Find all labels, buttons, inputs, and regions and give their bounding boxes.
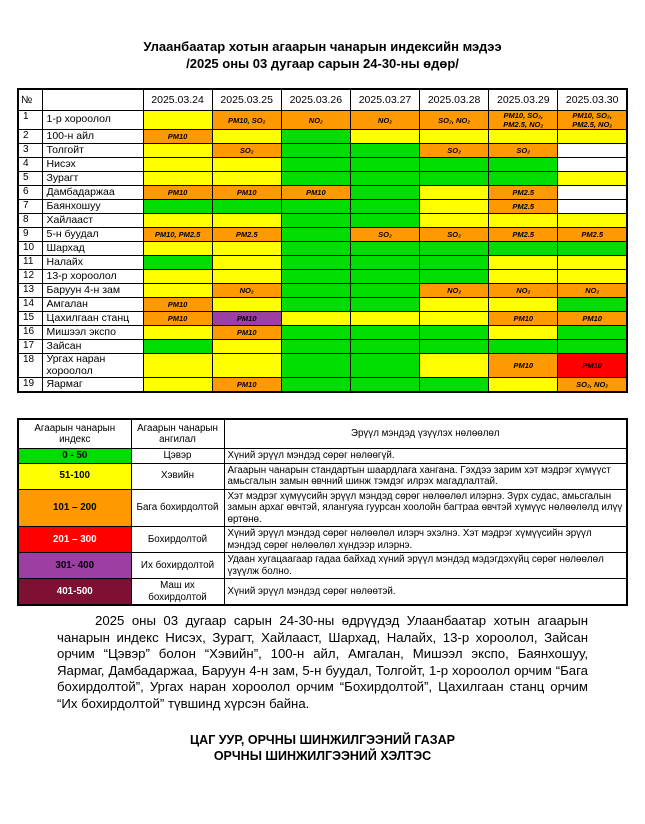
aqi-day-cell — [143, 242, 212, 256]
aqi-day-cell — [143, 378, 212, 393]
station-name: Зайсан — [42, 340, 143, 354]
legend-health-effect: Хүний эрүүл мэндэд сөрөг нөлөөтэй. — [224, 579, 627, 606]
aqi-day-cell: NO₂ — [350, 111, 419, 130]
aqi-day-cell — [350, 378, 419, 393]
station-row — [18, 228, 627, 242]
aqi-day-cell: PM10, SO₂ — [212, 111, 281, 130]
aqi-day-cell — [558, 242, 627, 256]
legend-health-effect: Хүний эрүүл мэндэд сөрөг нөлөөлөл илэрч эхэлнэ. Хэт мэдрэг хүмүүсийн эрүүл мэндэд сөрөг нөлөөлөл хүндээр илэрнэ. — [224, 527, 627, 553]
aqi-day-cell — [420, 200, 489, 214]
aqi-day-cell: SO₂ — [420, 144, 489, 158]
aqi-day-cell — [281, 130, 350, 144]
station-name: Зурагт — [42, 172, 143, 186]
aqi-day-cell: PM10 — [558, 354, 627, 378]
aqi-day-cell — [281, 144, 350, 158]
column-header-date: 2025.03.25 — [212, 89, 281, 111]
agency-footer-line2: ОРЧНЫ ШИНЖИЛГЭЭНИЙ ХЭЛТЭС — [213, 749, 432, 763]
station-name: Цахилгаан станц — [42, 312, 143, 326]
aqi-day-cell: NO₂ — [558, 284, 627, 298]
aqi-day-cell — [350, 340, 419, 354]
aqi-day-cell — [420, 270, 489, 284]
aqi-day-cell: SO₂ — [489, 144, 558, 158]
aqi-day-cell — [420, 340, 489, 354]
aqi-day-cell — [281, 378, 350, 393]
aqi-day-cell — [350, 326, 419, 340]
report-title — [0, 38, 645, 72]
legend-health-effect: Хэт мэдрэг хүмүүсийн эрүүл мэндэд сөрөг нөлөөлөл илэрнэ. Зүрх судас, амьсгалын замын архаг өвчтэй, ялангуяа гуурсан хоолойн багтраа өвчтэй хүмүүс нөлөөлөлд илүү өртөнө. — [224, 489, 627, 527]
aqi-day-cell — [558, 298, 627, 312]
station-name: 100-н айл — [42, 130, 143, 144]
aqi-day-cell — [143, 284, 212, 298]
aqi-day-cell — [143, 200, 212, 214]
station-name: Хайлааст — [42, 214, 143, 228]
aqi-day-cell — [143, 256, 212, 270]
station-number: 10 — [18, 242, 42, 256]
station-number: 6 — [18, 186, 42, 200]
aqi-day-cell: SO₂, NO₂ — [420, 111, 489, 130]
legend-column-header: Агаарын чанарын индекс — [18, 419, 131, 449]
aqi-day-cell — [350, 144, 419, 158]
legend-index-range: 401-500 — [18, 579, 131, 606]
station-number: 4 — [18, 158, 42, 172]
legend-health-effect: Агаарын чанарын стандартын шаардлага хангана. Гэхдээ зарим хэт мэдрэг хүмүүст амьсгалын замын өвчний шинж тэмдэг илрэх магадлалтай. — [224, 463, 627, 489]
aqi-day-cell — [212, 256, 281, 270]
aqi-day-cell — [350, 186, 419, 200]
aqi-day-cell — [350, 284, 419, 298]
aqi-day-cell — [212, 298, 281, 312]
station-number: 11 — [18, 256, 42, 270]
station-number: 17 — [18, 340, 42, 354]
aqi-day-cell — [212, 214, 281, 228]
station-number: 7 — [18, 200, 42, 214]
aqi-day-cell — [212, 200, 281, 214]
aqi-day-cell: PM10 — [212, 378, 281, 393]
aqi-day-cell — [489, 242, 558, 256]
aqi-day-cell: PM10 — [212, 186, 281, 200]
station-number: 1 — [18, 111, 42, 130]
column-header-station — [42, 89, 143, 111]
aqi-day-cell — [143, 158, 212, 172]
station-number: 18 — [18, 354, 42, 378]
station-row — [18, 256, 627, 270]
aqi-day-cell: PM10, PM2.5 — [143, 228, 212, 242]
aqi-day-cell — [420, 214, 489, 228]
legend-index-range: 201 – 300 — [18, 527, 131, 553]
aqi-day-cell — [143, 354, 212, 378]
aqi-table — [17, 88, 628, 393]
aqi-day-cell — [420, 354, 489, 378]
station-row — [18, 326, 627, 340]
aqi-day-cell — [489, 326, 558, 340]
legend-column-header: Эрүүл мэндэд үзүүлэх нөлөөлөл — [224, 419, 627, 449]
legend-category: Цэвэр — [131, 449, 224, 464]
aqi-day-cell — [489, 158, 558, 172]
station-row — [18, 284, 627, 298]
station-name: Баруун 4-н зам — [42, 284, 143, 298]
station-name: Толгойт — [42, 144, 143, 158]
aqi-day-cell — [350, 214, 419, 228]
aqi-day-cell — [558, 130, 627, 144]
aqi-day-cell — [558, 340, 627, 354]
aqi-day-cell — [281, 340, 350, 354]
station-name: 13-р хороолол — [42, 270, 143, 284]
aqi-day-cell — [350, 312, 419, 326]
station-row — [18, 270, 627, 284]
aqi-day-cell — [420, 130, 489, 144]
aqi-day-cell: PM10 — [281, 186, 350, 200]
station-name: Нисэх — [42, 158, 143, 172]
aqi-day-cell — [420, 186, 489, 200]
aqi-day-cell: PM10, SO₂, PM2.5, NO₂ — [558, 111, 627, 130]
aqi-legend-table — [17, 418, 628, 606]
legend-health-effect: Хүний эрүүл мэндэд сөрөг нөлөөгүй. — [224, 449, 627, 464]
legend-index-range: 301- 400 — [18, 553, 131, 579]
station-row — [18, 340, 627, 354]
aqi-day-cell — [350, 200, 419, 214]
aqi-day-cell — [489, 270, 558, 284]
aqi-day-cell — [558, 214, 627, 228]
aqi-day-cell: PM10 — [212, 326, 281, 340]
aqi-day-cell — [420, 326, 489, 340]
station-row — [18, 214, 627, 228]
column-header-date: 2025.03.30 — [558, 89, 627, 111]
aqi-day-cell — [420, 312, 489, 326]
aqi-day-cell — [212, 354, 281, 378]
station-name: Баянхошуу — [42, 200, 143, 214]
aqi-day-cell — [420, 256, 489, 270]
aqi-day-cell: SO₂ — [350, 228, 419, 242]
aqi-day-cell — [281, 270, 350, 284]
legend-category: Хэвийн — [131, 463, 224, 489]
station-row — [18, 186, 627, 200]
station-number: 16 — [18, 326, 42, 340]
legend-row — [18, 449, 627, 464]
aqi-day-cell — [143, 214, 212, 228]
aqi-day-cell — [281, 200, 350, 214]
aqi-day-cell: NO₂ — [281, 111, 350, 130]
aqi-day-cell — [143, 340, 212, 354]
station-number: 9 — [18, 228, 42, 242]
aqi-day-cell — [212, 172, 281, 186]
aqi-day-cell: SO₂ — [420, 228, 489, 242]
column-header-date: 2025.03.24 — [143, 89, 212, 111]
column-header-date: 2025.03.27 — [350, 89, 419, 111]
aqi-day-cell — [489, 130, 558, 144]
aqi-day-cell — [143, 270, 212, 284]
aqi-day-cell: SO₂ — [212, 144, 281, 158]
aqi-day-cell — [143, 172, 212, 186]
aqi-day-cell — [281, 298, 350, 312]
station-number: 19 — [18, 378, 42, 393]
legend-column-header: Агаарын чанарын ангилал — [131, 419, 224, 449]
aqi-day-cell: PM2.5 — [489, 200, 558, 214]
station-name: Яармаг — [42, 378, 143, 393]
aqi-day-cell — [212, 242, 281, 256]
aqi-day-cell — [350, 130, 419, 144]
aqi-day-cell — [420, 158, 489, 172]
station-number: 12 — [18, 270, 42, 284]
aqi-day-cell: SO₂, NO₂ — [558, 378, 627, 393]
station-name: Шархад — [42, 242, 143, 256]
station-number: 8 — [18, 214, 42, 228]
aqi-day-cell — [281, 158, 350, 172]
aqi-day-cell — [420, 298, 489, 312]
station-row — [18, 378, 627, 393]
legend-index-range: 51-100 — [18, 463, 131, 489]
station-name: Мишээл экспо — [42, 326, 143, 340]
legend-header-row — [18, 419, 627, 449]
station-row — [18, 158, 627, 172]
aqi-day-cell: NO₂ — [212, 284, 281, 298]
station-row — [18, 200, 627, 214]
station-row — [18, 172, 627, 186]
aqi-day-cell — [281, 284, 350, 298]
station-row — [18, 111, 627, 130]
legend-index-range: 0 - 50 — [18, 449, 131, 464]
legend-table-header — [18, 419, 627, 449]
aqi-table-header — [18, 89, 627, 111]
station-row — [18, 130, 627, 144]
aqi-day-cell — [350, 270, 419, 284]
aqi-day-cell — [212, 130, 281, 144]
aqi-day-cell — [558, 256, 627, 270]
legend-row — [18, 579, 627, 606]
column-header-date: 2025.03.26 — [281, 89, 350, 111]
aqi-day-cell — [281, 172, 350, 186]
station-row — [18, 312, 627, 326]
aqi-day-cell: PM2.5 — [558, 228, 627, 242]
station-name: Дамбадаржаа — [42, 186, 143, 200]
legend-category: Бохирдолтой — [131, 527, 224, 553]
aqi-day-cell — [143, 326, 212, 340]
column-header-number: № — [18, 89, 42, 111]
station-name: Налайх — [42, 256, 143, 270]
aqi-table-body — [18, 111, 627, 393]
aqi-day-cell — [489, 340, 558, 354]
legend-health-effect: Удаан хугацаагаар гадаа байхад хүний эрүүл мэндэд мэдэгдэхүйц сөрөг нөлөөлөл үзүүлж болно. — [224, 553, 627, 579]
aqi-day-cell — [350, 172, 419, 186]
aqi-day-cell: PM10 — [489, 312, 558, 326]
aqi-day-cell — [212, 340, 281, 354]
station-row — [18, 242, 627, 256]
aqi-day-cell — [281, 326, 350, 340]
aqi-day-cell: PM2.5 — [489, 186, 558, 200]
aqi-day-cell — [281, 256, 350, 270]
aqi-day-cell — [350, 158, 419, 172]
station-name: Ургах наран хороолол — [42, 354, 143, 378]
aqi-day-cell — [281, 312, 350, 326]
station-number: 13 — [18, 284, 42, 298]
aqi-day-cell: PM10 — [212, 312, 281, 326]
aqi-day-cell — [350, 298, 419, 312]
column-header-date: 2025.03.29 — [489, 89, 558, 111]
station-number: 14 — [18, 298, 42, 312]
aqi-day-cell — [558, 158, 627, 172]
station-row — [18, 354, 627, 378]
aqi-day-cell — [558, 270, 627, 284]
aqi-day-cell: NO₂ — [489, 284, 558, 298]
station-row — [18, 144, 627, 158]
legend-row — [18, 527, 627, 553]
legend-category: Бага бохирдолтой — [131, 489, 224, 527]
station-number: 2 — [18, 130, 42, 144]
aqi-day-cell — [212, 158, 281, 172]
aqi-day-cell — [558, 144, 627, 158]
legend-row — [18, 463, 627, 489]
aqi-day-cell: PM2.5 — [212, 228, 281, 242]
aqi-day-cell: PM10, SO₂, PM2.5, NO₂ — [489, 111, 558, 130]
station-number: 5 — [18, 172, 42, 186]
aqi-day-cell — [489, 214, 558, 228]
report-title-line2: /2025 оны 03 дугаар сарын 24-30-ны өдөр/ — [186, 56, 459, 71]
aqi-day-cell — [143, 144, 212, 158]
aqi-header-row — [18, 89, 627, 111]
aqi-day-cell — [420, 242, 489, 256]
station-number: 3 — [18, 144, 42, 158]
aqi-day-cell — [281, 242, 350, 256]
aqi-day-cell — [558, 186, 627, 200]
aqi-day-cell — [420, 172, 489, 186]
summary-paragraph: 2025 оны 03 дугаар сарын 24-30-ны өдрүүдэд Улаанбаатар хотын агаарын чанарын индекс Нисэх, Зурагт, Хайлааст, Шархад, Налайх, 13-р хороолол, Зайсан орчим “Цэвэр” болон “Хэвийн”, 100-н айл, Амгалан, Мишээл экспо, Баянхошуу, Яармаг, Дамбадаржаа, Баруун 4-н зам, 5-н буудал, Толгойт, 1-р хороолол орчим “Бага бохирдолтой”, Ургах наран хороолол орчим “Бохирдолтой”, Цахилгаан станц орчим “Их бохирдолтой” түвшинд хүрсэн байна. — [57, 613, 588, 711]
aqi-day-cell: PM10 — [143, 186, 212, 200]
aqi-day-cell: NO₂ — [420, 284, 489, 298]
aqi-day-cell — [489, 298, 558, 312]
legend-table-body — [18, 449, 627, 606]
aqi-day-cell — [143, 111, 212, 130]
aqi-day-cell — [281, 214, 350, 228]
aqi-day-cell — [489, 378, 558, 393]
station-row — [18, 298, 627, 312]
aqi-day-cell — [350, 354, 419, 378]
agency-footer-line1: ЦАГ УУР, ОРЧНЫ ШИНЖИЛГЭЭНИЙ ГАЗАР — [190, 733, 455, 747]
column-header-date: 2025.03.28 — [420, 89, 489, 111]
legend-category: Маш их бохирдолтой — [131, 579, 224, 606]
aqi-day-cell — [558, 326, 627, 340]
aqi-day-cell — [558, 172, 627, 186]
report-title-line1: Улаанбаатар хотын агаарын чанарын индексийн мэдээ — [143, 39, 502, 54]
legend-row — [18, 489, 627, 527]
agency-footer — [0, 732, 645, 764]
aqi-day-cell — [420, 378, 489, 393]
aqi-day-cell: PM10 — [489, 354, 558, 378]
aqi-day-cell — [350, 242, 419, 256]
aqi-day-cell — [212, 270, 281, 284]
legend-index-range: 101 – 200 — [18, 489, 131, 527]
aqi-day-cell — [558, 200, 627, 214]
legend-row — [18, 553, 627, 579]
aqi-day-cell — [489, 172, 558, 186]
aqi-day-cell: PM10 — [143, 298, 212, 312]
station-name: 5-н буудал — [42, 228, 143, 242]
station-number: 15 — [18, 312, 42, 326]
aqi-day-cell: PM10 — [143, 312, 212, 326]
station-name: Амгалан — [42, 298, 143, 312]
aqi-day-cell: PM10 — [143, 130, 212, 144]
station-name: 1-р хороолол — [42, 111, 143, 130]
aqi-day-cell — [350, 256, 419, 270]
legend-category: Их бохирдолтой — [131, 553, 224, 579]
aqi-day-cell — [489, 256, 558, 270]
aqi-day-cell: PM2.5 — [489, 228, 558, 242]
aqi-day-cell — [281, 354, 350, 378]
aqi-day-cell — [281, 228, 350, 242]
aqi-day-cell: PM10 — [558, 312, 627, 326]
